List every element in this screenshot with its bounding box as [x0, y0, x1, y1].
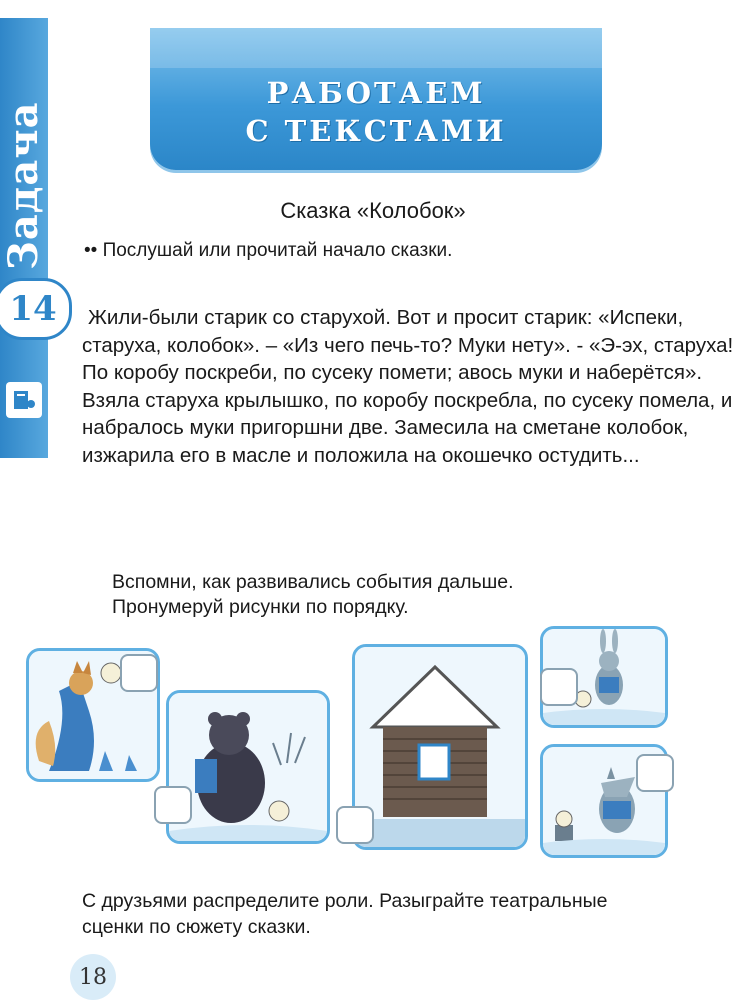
question-text — [112, 570, 514, 620]
story-paragraph-2: Взяла старуха крылышко, по коробу поскребла, по сусеку помела, и набралось муки пригоршни две. Замесила на сметане колобок, изжарила его в масле и положила на окошечко остудить... — [82, 388, 733, 467]
section-banner — [150, 28, 602, 170]
picture-house — [352, 644, 528, 850]
number-box-wolf[interactable] — [636, 754, 674, 792]
task-number-badge: 14 — [0, 278, 72, 340]
number-box-fox[interactable] — [120, 654, 158, 692]
page-number: 18 — [70, 954, 116, 1000]
story-title: Сказка «Колобок» — [280, 198, 466, 223]
instruction-text: •• Послушай или прочитай начало сказки. — [84, 240, 453, 261]
footer-line-2: сценки по сюжету сказки. — [82, 916, 311, 938]
number-box-house[interactable] — [336, 806, 374, 844]
story-paragraph-1: Жили-были старик со старухой. Вот и просит старик: «Испеки, старуха, колобок». – «Из чего печь-то? Муки нету». - «Э-эх, старуха! По коробу поскреби, по сусеку помети; авось муки и наберётся». — [82, 306, 734, 384]
number-box-hare[interactable] — [540, 668, 578, 706]
footer-text — [82, 888, 607, 940]
question-line-1: Вспомни, как развивались события дальше. — [112, 571, 514, 593]
picture-bear — [166, 690, 330, 844]
footer-line-1: С друзьями распределите роли. Разыграйте театральные — [82, 890, 608, 912]
banner-line-1: РАБОТАЕМ — [266, 76, 486, 110]
banner-line-2: С ТЕКСТАМИ — [245, 114, 507, 148]
book-icon — [6, 382, 42, 418]
question-line-2: Пронумеруй рисунки по порядку. — [112, 596, 409, 618]
task-label: Задача — [0, 101, 47, 270]
story-text — [82, 304, 742, 469]
number-box-bear[interactable] — [154, 786, 192, 824]
